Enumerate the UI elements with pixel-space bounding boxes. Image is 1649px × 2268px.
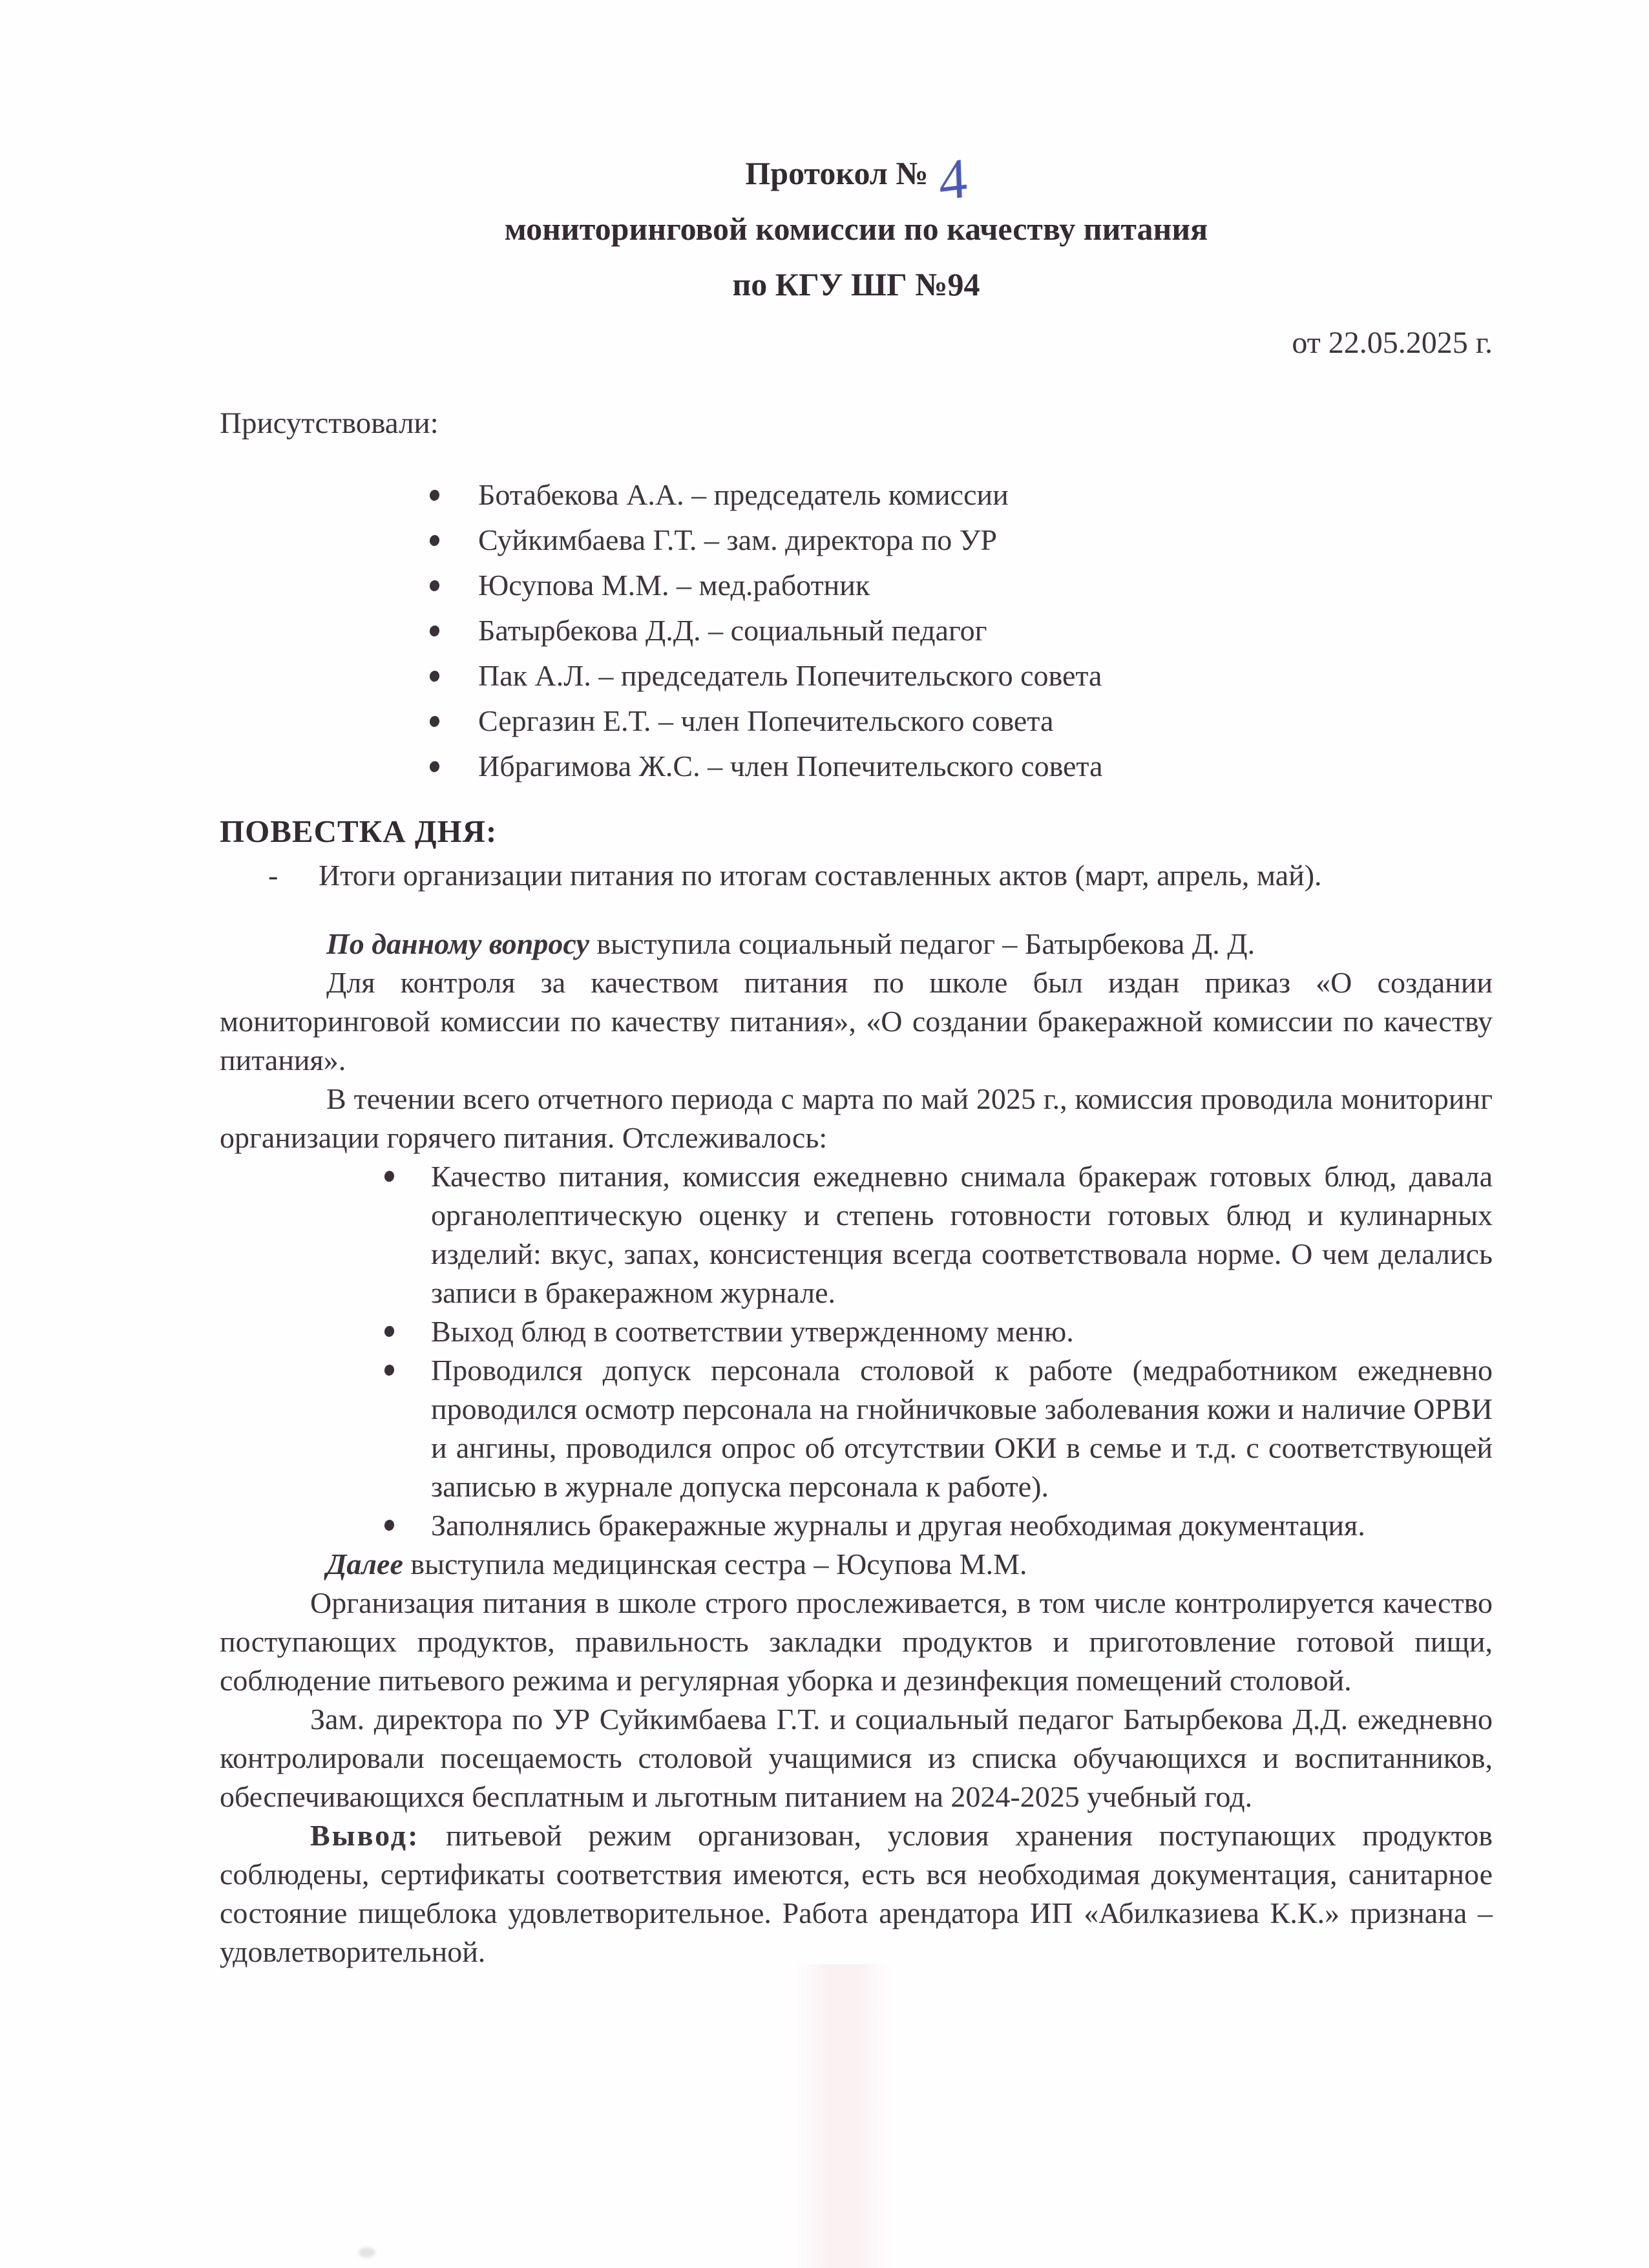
dash-marker: - (268, 859, 278, 892)
attendee-item (430, 653, 1493, 698)
title-line-1 (220, 145, 1493, 213)
attendee-item (430, 744, 1493, 789)
paragraph-organization: Организация питания в школе строго прослеживается, в том числе контролируется качество поступающих продуктов, правильность закладки продуктов и приготовление готовой пищи, соблюдение питьевого режима и регулярная уборка и дезинфекция помещений столовой. (220, 1586, 1493, 1697)
title-line-2: мониторинговой комиссии по качеству питания (504, 211, 1208, 247)
paragraph-deputy: Зам. директора по УР Суйкимбаева Г.Т. и социальный педагог Батырбекова Д.Д. ежедневно контролировали посещаемость столовой учащимися из списка обучающихся и воспитанников, обеспечивающихся бесплатным и льготным питанием на 2024-2025 учебный год. (220, 1703, 1493, 1813)
bullet-icon (428, 580, 440, 593)
scan-artifact-smudge (359, 2247, 375, 2258)
monitoring-list (220, 1157, 1493, 1545)
bullet-icon (428, 670, 440, 683)
monitoring-text: Качество питания, комиссия ежедневно снимала бракераж готовых блюд, давала органолептическую оценку и степень готовности готовых блюд и кулинарных изделий: вкус, запах, консистенция всегда соответствовала норме. О чем делались записи в бракеражном журнале. (431, 1160, 1493, 1309)
bullet-icon (428, 761, 440, 773)
paragraph-lead: Далее (326, 1548, 403, 1580)
agenda-item (220, 856, 1493, 895)
bullet-icon (383, 1170, 395, 1183)
attendee-text: Юсупова М.М. – мед.работник (478, 569, 870, 602)
attendee-item (430, 472, 1493, 518)
paragraph-next-speaker (220, 1545, 1493, 1584)
paragraph-order: Для контроля за качеством питания по школе был издан приказ «О создании мониторинговой комиссии по качеству питания», «О создании бракеражной комиссии по качеству питания». (220, 966, 1493, 1076)
attendees-label: Присутствовали: (220, 406, 439, 440)
bullet-icon (383, 1325, 395, 1338)
attendee-item (430, 608, 1493, 653)
paragraph-lead: Вывод: (310, 1819, 420, 1852)
paragraph-conclusion (220, 1816, 1493, 1971)
agenda-item-text: Итоги организации питания по итогам составленных актов (март, апрель, май). (319, 859, 1322, 892)
monitoring-item (384, 1351, 1493, 1506)
scan-artifact-band (795, 1964, 892, 2268)
attendee-text: Пак А.Л. – председатель Попечительского совета (478, 659, 1102, 692)
paragraph-text: выступила медицинская сестра – Юсупова М.М. (403, 1548, 1027, 1580)
document-body (220, 925, 1493, 1971)
attendee-text: Ибрагимова Ж.С. – член Попечительского совета (478, 750, 1103, 782)
paragraph-question (220, 925, 1493, 963)
bullet-icon (428, 534, 440, 547)
bullet-icon (428, 489, 440, 502)
title-protocol-label: Протокол № (745, 155, 929, 191)
attendee-text: Сергазин Е.Т. – член Попечительского совета (478, 704, 1054, 737)
bullet-icon (383, 1364, 395, 1377)
attendee-text: Батырбекова Д.Д. – социальный педагог (478, 614, 987, 647)
bullet-icon (383, 1519, 395, 1532)
attendee-text: Ботабекова А.А. – председатель комиссии (478, 478, 1009, 511)
document-title (220, 145, 1493, 312)
paragraph-lead: По данному вопросу (326, 927, 589, 960)
monitoring-text: Выход блюд в соответствии утвержденному меню. (431, 1315, 1074, 1348)
protocol-number-handwritten: 4 (938, 147, 969, 213)
monitoring-text: Проводился допуск персонала столовой к работе (медработником ежедневно проводился осмотр персонала на гнойничковые заболевания кожи и наличие ОРВИ и ангины, проводился опрос об отсутствии ОКИ в семье и т.д. с соответствующей записью в журнале допуска персонала к работе). (431, 1354, 1493, 1503)
monitoring-item (384, 1506, 1493, 1545)
monitoring-text: Заполнялись бракеражные журналы и другая необходимая документация. (431, 1509, 1365, 1542)
agenda-heading: ПОВЕСТКА ДНЯ: (220, 814, 498, 849)
monitoring-item (384, 1312, 1493, 1351)
attendee-text: Суйкимбаева Г.Т. – зам. директора по УР (478, 523, 997, 556)
attendee-item (430, 698, 1493, 744)
paragraph-text: питьевой режим организован, условия хранения поступающих продуктов соблюдены, сертификаты соответствия имеются, есть вся необходимая документация, санитарное состояние пищеблока удовлетворительное. Работа арендатора ИП «Абилказиева К.К.» признана – удовлетворительной. (220, 1819, 1493, 1968)
bullet-icon (428, 715, 440, 728)
paragraph-period: В течении всего отчетного периода с марта по май 2025 г., комиссия проводила мониторинг организации горячего питания. Отслеживалось: (220, 1082, 1493, 1154)
paragraph-text: выступила социальный педагог – Батырбекова Д. Д. (589, 927, 1255, 960)
attendees-list (220, 472, 1493, 789)
attendee-item (430, 563, 1493, 608)
bullet-icon (428, 625, 440, 638)
attendee-item (430, 518, 1493, 563)
monitoring-item (384, 1157, 1493, 1312)
document-date: от 22.05.2025 г. (1292, 326, 1493, 360)
title-line-3: по КГУ ШГ №94 (732, 266, 980, 302)
